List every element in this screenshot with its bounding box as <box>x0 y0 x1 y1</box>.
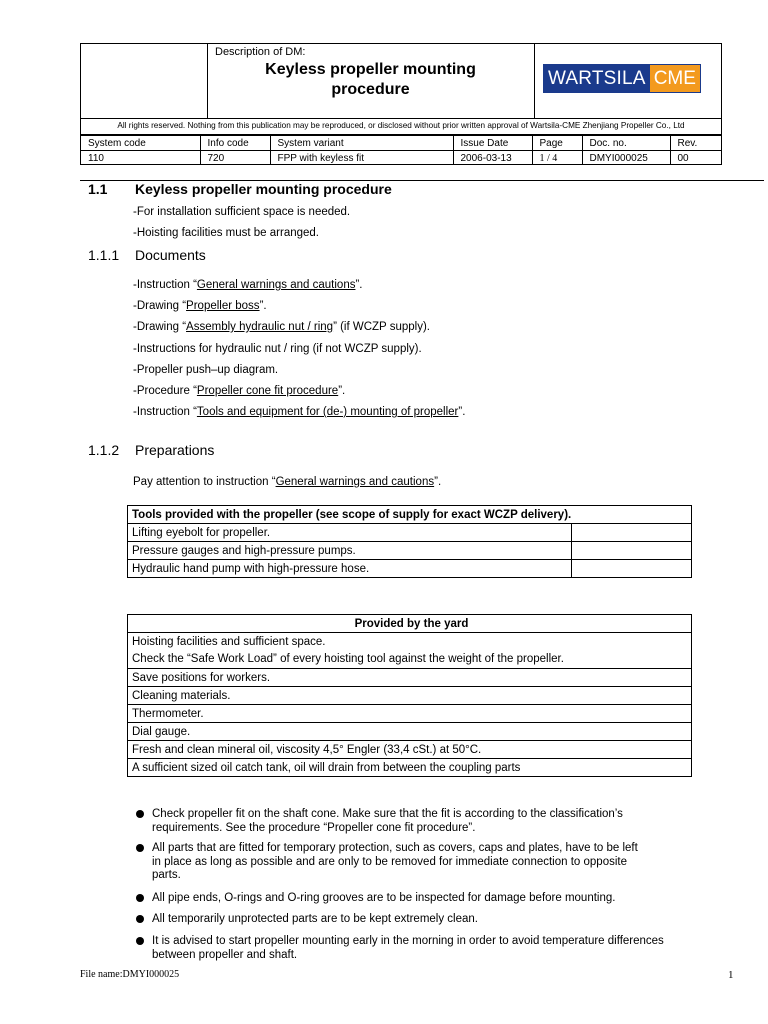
document-title-line-2: procedure <box>331 81 410 98</box>
document-item: -Drawing “Assembly hydraulic nut / ring” (if WCZP supply). <box>133 321 430 333</box>
preparations-link[interactable]: General warnings and cautions <box>275 476 435 488</box>
tools-check-cell <box>572 542 692 560</box>
document-title-line-1: Keyless propeller mounting <box>265 61 476 78</box>
yard-row: Fresh and clean mineral oil, viscosity 4,5° Engler (33,4 cSt.) at 50°C. <box>128 741 692 759</box>
bullet-icon <box>136 915 144 923</box>
tools-table <box>127 505 692 578</box>
tools-check-cell <box>572 524 692 542</box>
bullet-icon <box>136 810 144 818</box>
document-item: -Instruction “Tools and equipment for (de-) mounting of propeller”. <box>133 406 466 418</box>
document-meta-table <box>81 135 721 165</box>
section-line-1: -For installation sufficient space is needed. <box>133 206 351 218</box>
rights-notice: All rights reserved. Nothing from this publication may be reproduced, or disclosed without prior written approval of Wartsila-CME Zhenjiang Propeller Co., Ltd <box>81 118 721 135</box>
footer-file-name: File name:DMYI000025 <box>80 969 180 980</box>
header-logo-cell <box>534 44 721 118</box>
meta-col-system-code: System code <box>81 136 200 151</box>
document-header <box>80 43 722 165</box>
description-label: Description of DM: <box>215 46 306 58</box>
wartsila-cme-logo <box>543 64 701 93</box>
meta-info-code: 720 <box>200 151 270 166</box>
document-item: -Instruction “General warnings and cautions”. <box>133 279 363 291</box>
document-title <box>207 60 534 100</box>
yard-table <box>127 614 692 777</box>
documents-title: Documents <box>135 247 206 263</box>
header-title-cell <box>207 44 535 118</box>
section-heading <box>88 181 392 197</box>
document-link[interactable]: Assembly hydraulic nut / ring <box>186 321 334 333</box>
section-line-2: -Hoisting facilities must be arranged. <box>133 227 319 239</box>
header-top-row <box>81 44 721 119</box>
document-link[interactable]: Propeller boss <box>186 300 260 312</box>
meta-col-system-variant: System variant <box>270 136 453 151</box>
tools-row: Hydraulic hand pump with high-pressure hose. <box>128 560 572 578</box>
bullet-icon <box>136 894 144 902</box>
bullet-icon <box>136 937 144 945</box>
document-item: -Drawing “Propeller boss”. <box>133 300 267 312</box>
document-item: -Instructions for hydraulic nut / ring (if not WCZP supply). <box>133 343 422 355</box>
footer-page-number: 1 <box>728 969 734 981</box>
meta-col-issue-date: Issue Date <box>453 136 532 151</box>
logo-wartsila: WARTSILA <box>544 65 650 92</box>
yard-row: Dial gauge. <box>128 723 692 741</box>
yard-row: Thermometer. <box>128 705 692 723</box>
meta-system-variant: FPP with keyless fit <box>270 151 453 166</box>
meta-rev: 00 <box>670 151 721 166</box>
meta-issue-date: 2006-03-13 <box>453 151 532 166</box>
section-title: Keyless propeller mounting procedure <box>135 181 392 197</box>
tools-table-header: Tools provided with the propeller (see scope of supply for exact WCZP delivery). <box>128 506 692 524</box>
documents-number: 1.1.1 <box>88 247 120 263</box>
yard-table-header: Provided by the yard <box>128 615 692 633</box>
meta-doc-no: DMYI000025 <box>582 151 670 166</box>
preparations-number: 1.1.2 <box>88 442 120 458</box>
preparations-title: Preparations <box>135 442 215 458</box>
meta-col-page: Page <box>532 136 582 151</box>
tools-check-cell <box>572 560 692 578</box>
document-link[interactable]: Tools and equipment for (de-) mounting of propeller <box>196 406 459 418</box>
document-item: -Procedure “Propeller cone fit procedure”. <box>133 385 346 397</box>
yard-row: Hoisting facilities and sufficient space. Check the “Safe Work Load” of every hoisting tool against the weight of the propeller. <box>128 633 692 669</box>
meta-col-doc-no: Doc. no. <box>582 136 670 151</box>
yard-row: Save positions for workers. <box>128 669 692 687</box>
logo-cme: CME <box>650 65 700 92</box>
tools-row: Pressure gauges and high-pressure pumps. <box>128 542 572 560</box>
preparations-intro: Pay attention to instruction “General warnings and cautions”. <box>133 476 442 488</box>
meta-page: 1 / 4 <box>532 151 582 166</box>
documents-heading <box>88 247 206 263</box>
document-link[interactable]: Propeller cone fit procedure <box>196 385 339 397</box>
meta-col-rev: Rev. <box>670 136 721 151</box>
document-link[interactable]: General warnings and cautions <box>196 279 356 291</box>
tools-row: Lifting eyebolt for propeller. <box>128 524 572 542</box>
document-item: -Propeller push–up diagram. <box>133 364 279 376</box>
meta-col-info-code: Info code <box>200 136 270 151</box>
bullet-icon <box>136 844 144 852</box>
meta-system-code: 110 <box>81 151 200 166</box>
header-blank-cell <box>81 44 208 118</box>
yard-row: A sufficient sized oil catch tank, oil will drain from between the coupling parts <box>128 759 692 777</box>
yard-row: Cleaning materials. <box>128 687 692 705</box>
meta-value-row <box>81 151 721 166</box>
preparations-heading <box>88 442 214 458</box>
section-number: 1.1 <box>88 181 108 197</box>
meta-header-row <box>81 136 721 151</box>
